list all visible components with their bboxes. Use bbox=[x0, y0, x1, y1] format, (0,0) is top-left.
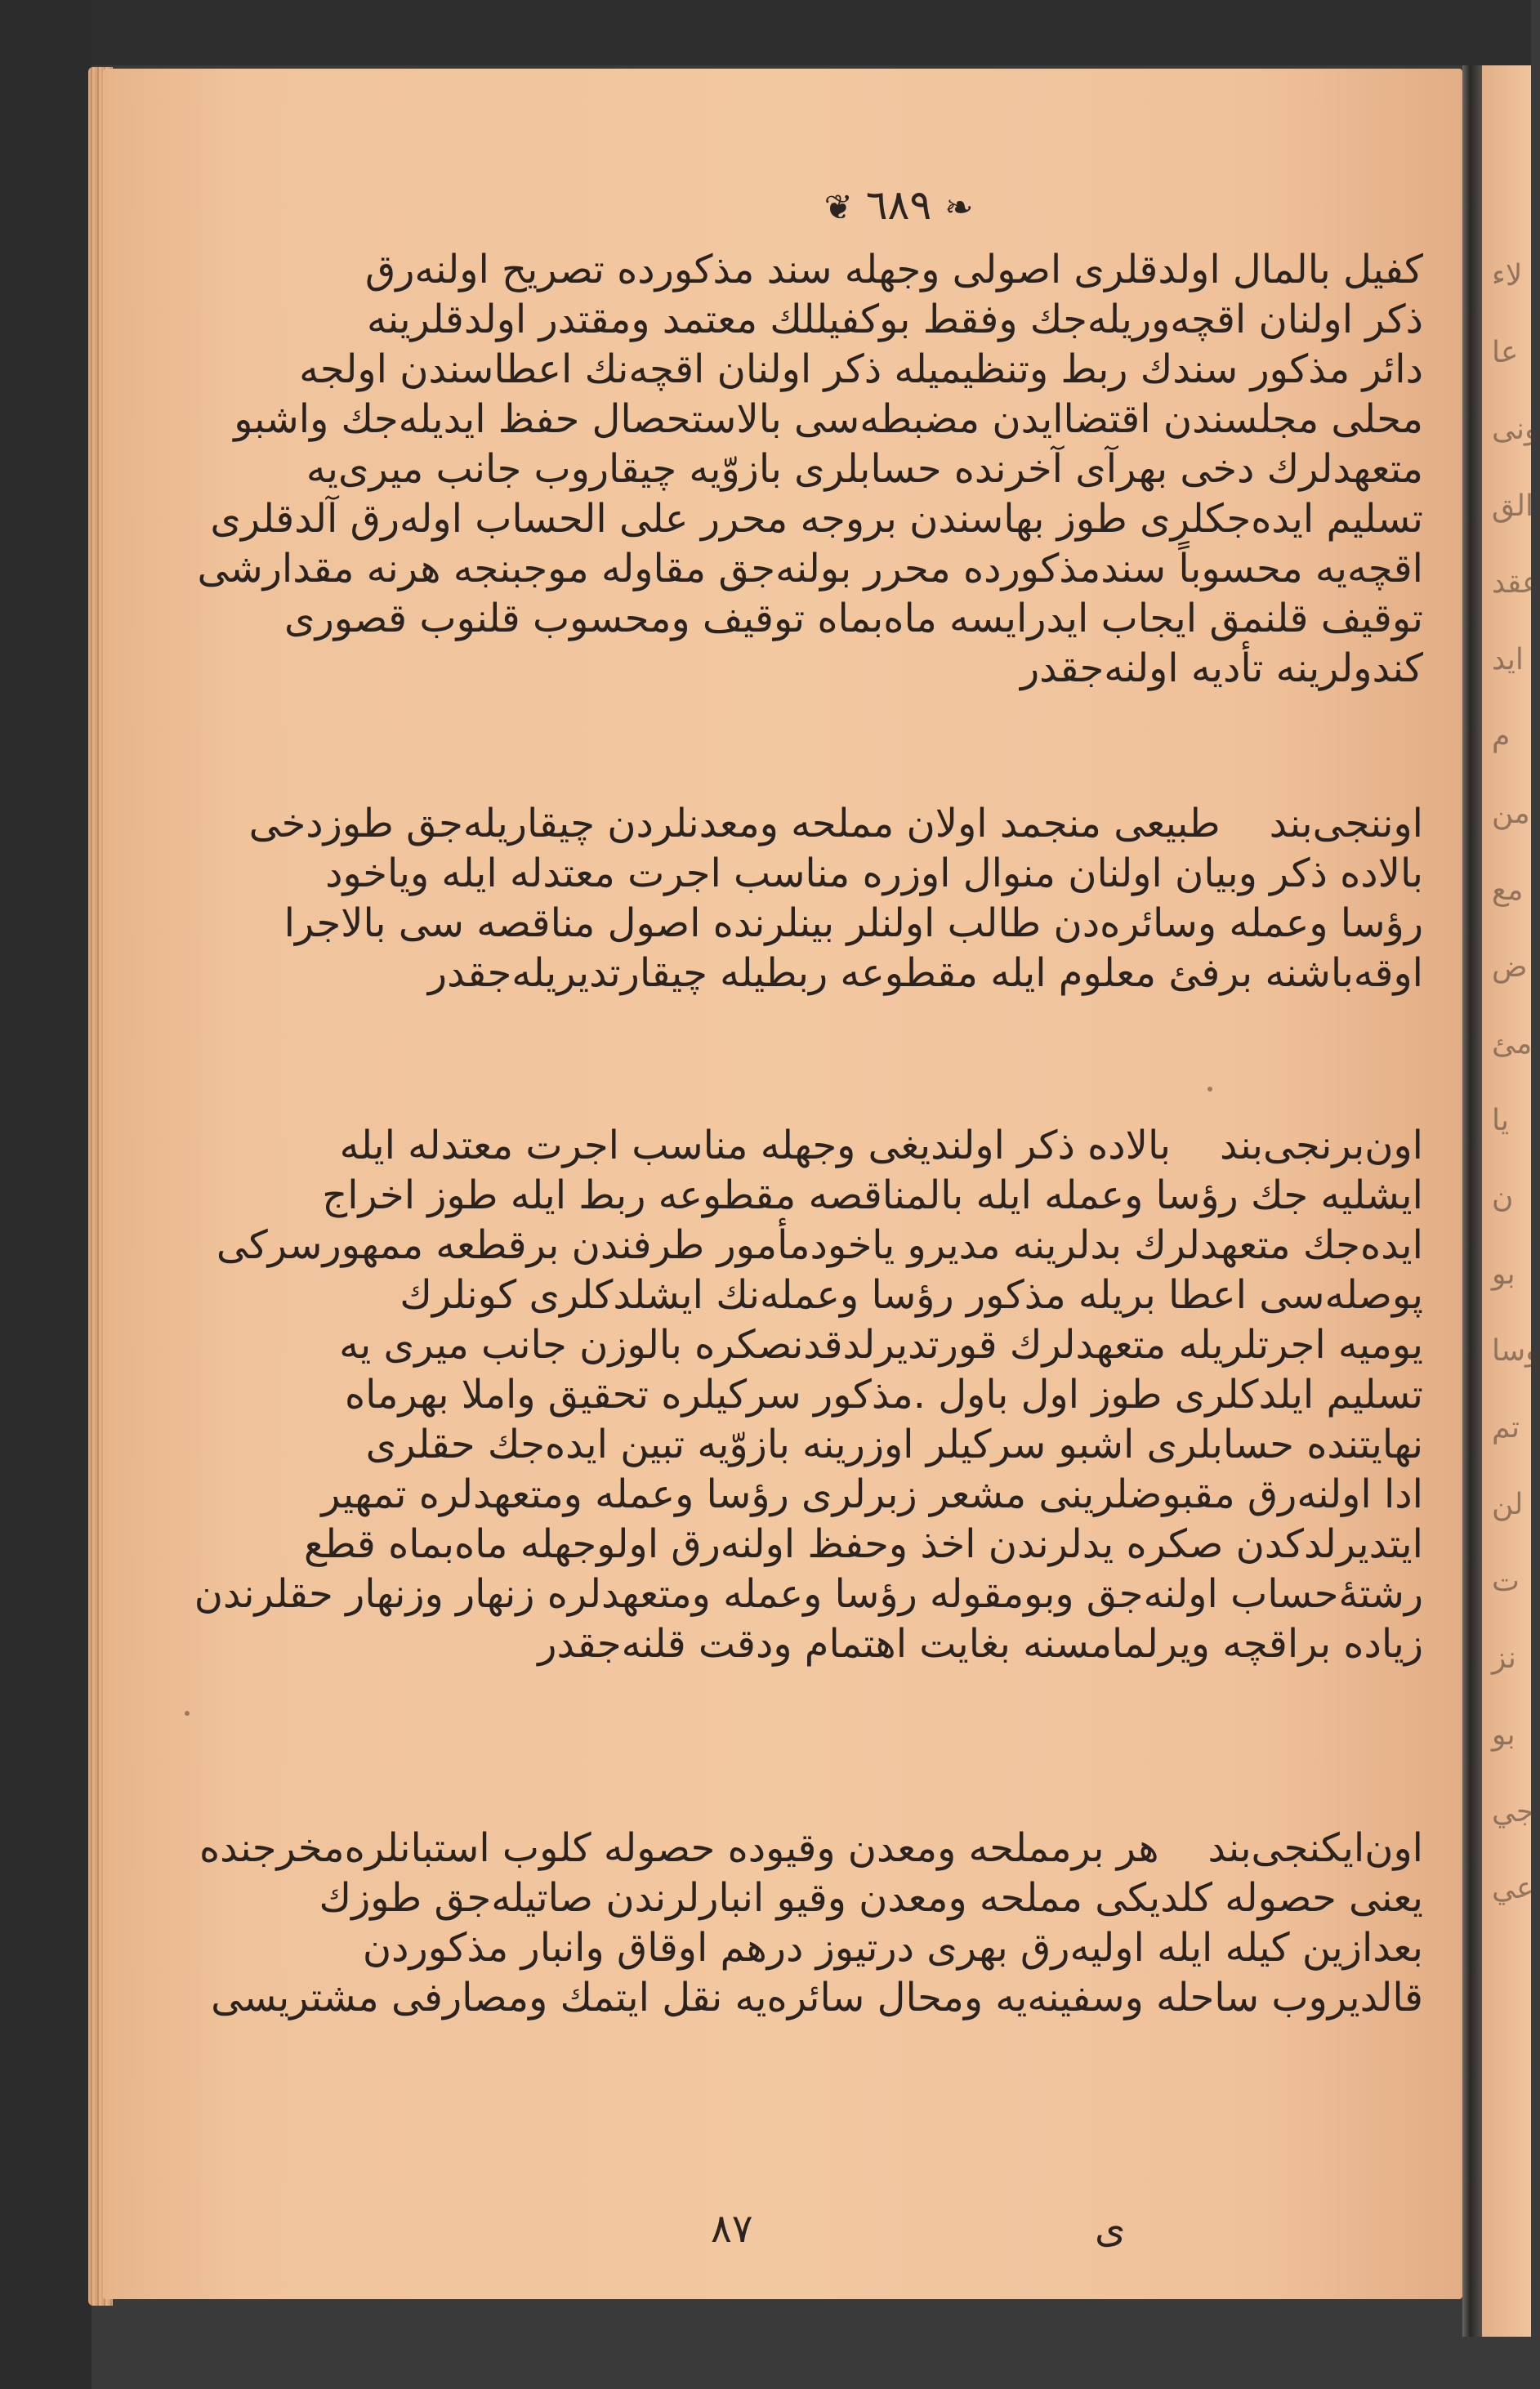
next-page-glyph: عي bbox=[1492, 1872, 1534, 1905]
text-line: كندولرينه تأديه اولنەجقدر bbox=[1020, 645, 1423, 691]
article-text: طبيعى منجمد اولان مملحه ومعدنلردن چيقاريله‌جق طوزدخى bbox=[248, 801, 1221, 846]
text-line: پوصله‌سى اعطا بريله مذكور رؤسا وعمله‌نك ايشلدكلرى كونلرك bbox=[400, 1272, 1423, 1318]
ornament-left-icon: ❦ bbox=[824, 187, 853, 227]
article-text: هر برمملحه ومعدن وقيوده حصوله كلوب استبانلره‌مخرجنده bbox=[199, 1825, 1159, 1871]
text-line: متعهدلرك دخى بهرآى آخرنده حسابلرى بازوّيه چيقاروب جانب ميرى‌يه bbox=[306, 446, 1423, 492]
text-line bbox=[339, 1121, 1423, 1171]
next-page-glyph: وسا bbox=[1492, 1334, 1540, 1368]
text-line: بعدازين كيله ايله اوليەرق بهرى درتيوز درهم اوقاق وانبار مذكوردن bbox=[362, 1925, 1423, 1971]
paragraph-article-12 bbox=[199, 1824, 1423, 2023]
next-page-edge bbox=[1482, 65, 1540, 2337]
page-header bbox=[801, 181, 997, 229]
next-page-glyph: لن bbox=[1492, 1488, 1524, 1521]
next-page-glyph: ن bbox=[1492, 1181, 1514, 1214]
text-line: تسليم ايدەجكلرى طوز بهاسندن بروجه محرر على الحساب اولەرق آلدقلرى bbox=[210, 496, 1423, 542]
article-label: اون‌ايكنجى‌بند bbox=[1207, 1825, 1423, 1871]
next-page-glyph: لاء bbox=[1492, 259, 1523, 292]
next-page-glyph: ايد bbox=[1492, 643, 1524, 677]
next-page-glyph: من bbox=[1492, 797, 1530, 830]
text-line: ايتديرلدكدن صكره يدلرندن اخذ وحفظ اولنەرق اولوجهله ماه‌بماه قطع bbox=[303, 1521, 1423, 1567]
paper-speck bbox=[185, 1711, 190, 1716]
text-line bbox=[199, 1824, 1423, 1873]
next-page-glyph: جي bbox=[1492, 1795, 1535, 1829]
book-gutter bbox=[1462, 65, 1482, 2337]
next-page-glyph: يا bbox=[1492, 1104, 1509, 1137]
text-line: ايشليه جك رؤسا وعمله ايله بالمناقصه مقطوعه ربط ايله طوز اخراج bbox=[322, 1172, 1423, 1218]
paragraph-article-11 bbox=[194, 1121, 1423, 1669]
text-line: ذكر اولنان اقچەوريلەجك وفقط بوكفيللك معتمد ومقتدر اولدقلرينه bbox=[366, 297, 1423, 342]
next-page-glyph: ونى bbox=[1492, 413, 1539, 446]
next-page-glyph: تم bbox=[1492, 1411, 1520, 1445]
next-page-glyph: م bbox=[1492, 720, 1511, 753]
text-line: زياده براقچه ويرلمامسنه بغايت اهتمام ودقت قلنەجقدر bbox=[538, 1621, 1423, 1667]
text-line: توقيف قلنمق ايجاب ايدرايسه ماه‌بماه توقيف ومحسوب قلنوب قصورى bbox=[284, 596, 1423, 641]
next-page-glyph: عا bbox=[1492, 336, 1519, 369]
signature-letter: ى bbox=[1095, 2206, 1126, 2252]
next-page-glyph: بو bbox=[1492, 1257, 1515, 1291]
next-page-glyph: ت bbox=[1492, 1565, 1520, 1598]
next-page-glyph: بو bbox=[1492, 1718, 1515, 1752]
article-text: بالاده ذكر اولندیغى وجهله مناسب اجرت معتدله ايله bbox=[339, 1123, 1171, 1168]
paragraph-1 bbox=[197, 245, 1423, 694]
next-page-glyph: الق bbox=[1492, 489, 1533, 523]
text-line: ادا اولنەرق مقبوضلرينى مشعر زبرلرى رؤسا وعمله ومتعهدلره تمهير bbox=[321, 1471, 1423, 1517]
text-line: كفيل بالمال اولدقلرى اصولى وجهله سند مذكورده تصريح اولنەرق bbox=[365, 247, 1423, 292]
scan-background-left bbox=[0, 0, 92, 2389]
paper-speck bbox=[1207, 1087, 1212, 1092]
text-line: بالاده ذكر وبيان اولنان منوال اوزره مناسب اجرت معتدله ايله وياخود bbox=[325, 851, 1423, 896]
text-line: اقچەيه محسوباً سندمذكورده محرر بولنەجق مقاوله موجبنجه هرنه مقدارشى bbox=[197, 546, 1423, 592]
paragraph-article-10 bbox=[248, 799, 1423, 998]
next-page-glyph: عقد bbox=[1492, 566, 1540, 600]
text-line: رؤسا وعمله وسائرەدن طالب اولنلر بينلرنده اصول مناقصه سى بالاجرا bbox=[283, 900, 1423, 946]
text-line: دائر مذكور سندك ربط وتنظيميله ذكر اولنان اقچەنك اعطاسندن اولجه bbox=[299, 346, 1423, 392]
text-line: رشتۀحساب اولنەجق وبومقوله رؤسا وعمله ومتعهدلره زنهار وزنهار حقلرندن bbox=[194, 1571, 1423, 1617]
next-page-glyph: مئ bbox=[1492, 1027, 1533, 1061]
scan-background-top bbox=[0, 0, 1531, 65]
text-line: يعنى حصوله كلديكى مملحه ومعدن وقيو انبارلرندن صاتيله‌جق طوزك bbox=[319, 1875, 1423, 1921]
text-line: ايدەجك متعهدلرك بدلرينه مديرو ياخودمأمور طرفندن برقطعه ممهورسركى bbox=[216, 1222, 1423, 1268]
text-line: يوميه اجرتلريله متعهدلرك قورتديرلدقدنصكره بالوزن جانب ميرى يه bbox=[339, 1322, 1423, 1368]
ornament-right-icon: ❧ bbox=[944, 187, 974, 227]
text-line bbox=[248, 799, 1423, 849]
page-number: ٦٨٩ bbox=[865, 181, 932, 229]
signature-number: ٨٧ bbox=[711, 2206, 753, 2252]
text-line: محلى مجلسندن اقتضاايدن مضبطەسى بالاستحصال حفظ ايديلەجك واشبو bbox=[234, 396, 1423, 442]
next-page-glyph: مع bbox=[1492, 873, 1524, 907]
article-label: اوننجى‌بند bbox=[1269, 801, 1423, 846]
text-line: نهايتنده حسابلرى اشبو سركيلر اوزرينه بازوّيه تبين ايدەجك حقلرى bbox=[365, 1422, 1423, 1467]
article-label: اون‌برنجى‌بند bbox=[1220, 1123, 1423, 1168]
text-line: اوقه‌باشنه برفئ معلوم ايله مقطوعه ربطيله چيقارتديريلەجقدر bbox=[427, 950, 1423, 996]
text-line: قالديروب ساحله وسفينه‌يه ومحال سائرەيه نقل ايتمك ومصارفى مشتريسى bbox=[211, 1975, 1423, 2021]
next-page-glyph: نز bbox=[1492, 1641, 1516, 1675]
text-line: تسليم ايلدكلرى طوز اول باول .مذكور سركيلره تحقيق واملا بهرماه bbox=[344, 1372, 1423, 1418]
next-page-glyph: ض bbox=[1492, 950, 1528, 984]
